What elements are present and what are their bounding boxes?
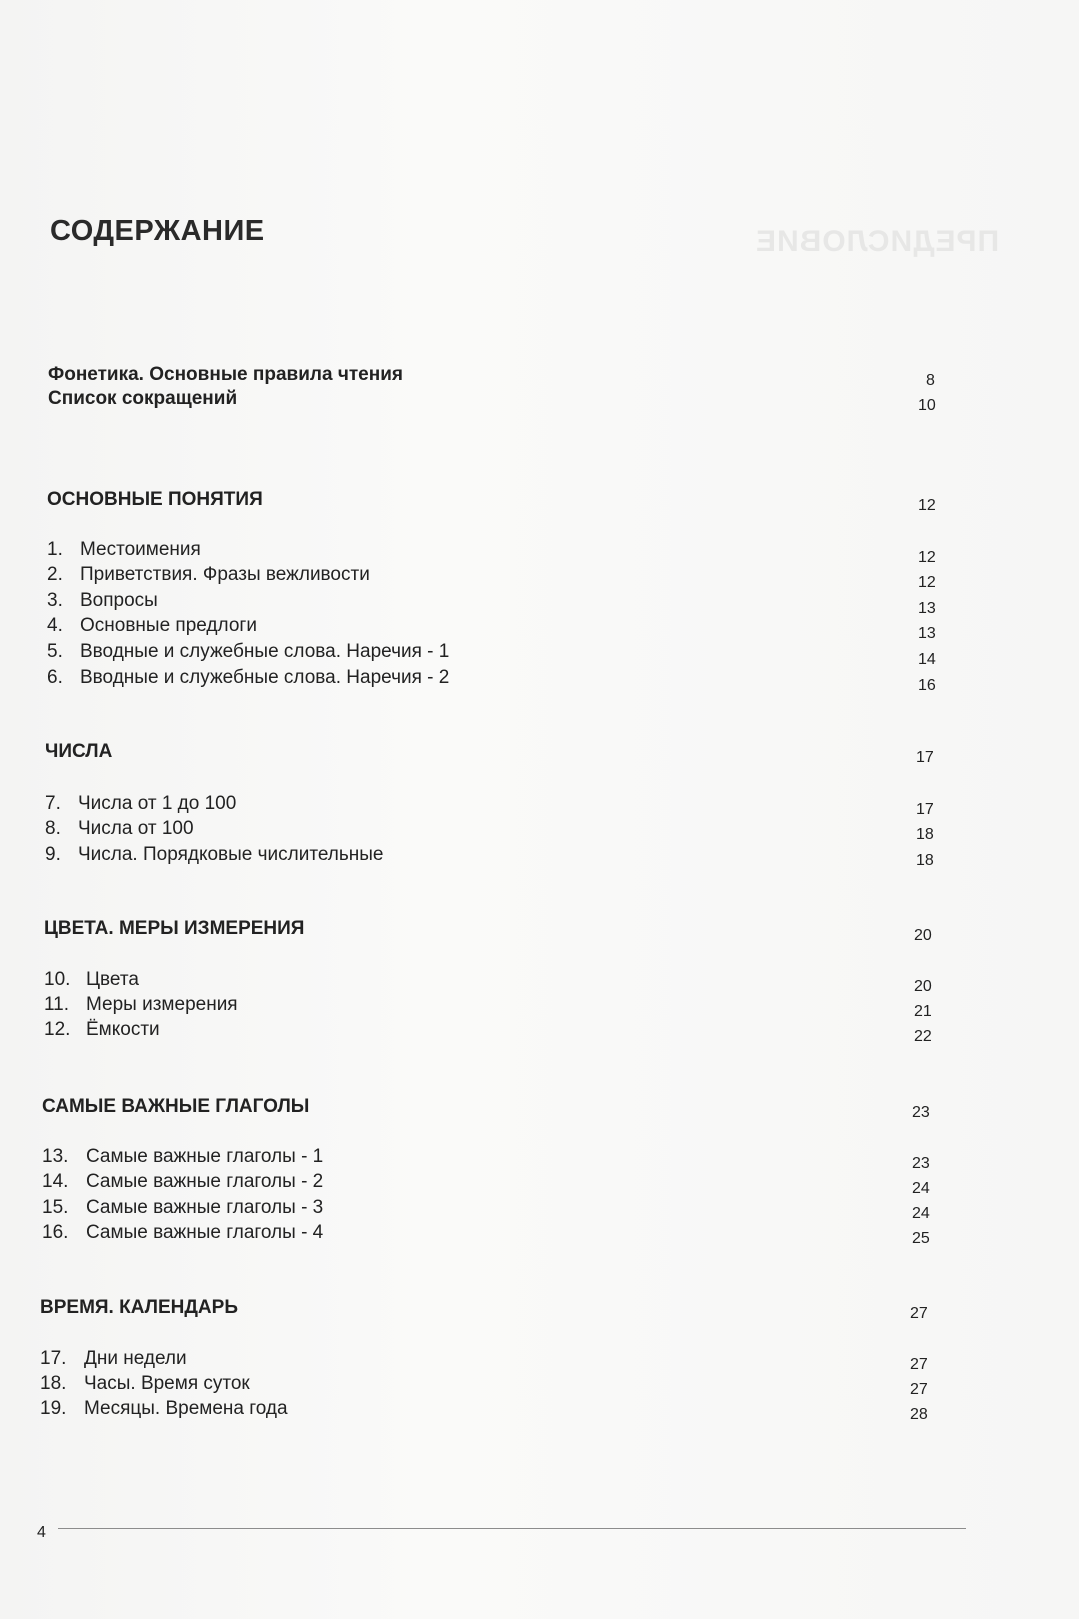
toc-item-page: 12 bbox=[918, 549, 936, 566]
toc-item: 11. Меры измерения bbox=[44, 994, 238, 1015]
toc-item-page: 24 bbox=[912, 1205, 930, 1222]
footer-page-number: 4 bbox=[37, 1524, 46, 1541]
section-heading: САМЫЕ ВАЖНЫЕ ГЛАГОЛЫ bbox=[42, 1096, 310, 1117]
section-page: 20 bbox=[914, 927, 932, 944]
toc-item: 8. Числа от 100 bbox=[45, 818, 194, 839]
toc-item-page: 13 bbox=[918, 600, 936, 617]
section-page: 23 bbox=[912, 1104, 930, 1121]
toc-item: 5. Вводные и служебные слова. Наречия - 1 bbox=[47, 641, 450, 662]
bleed-through-text: ПРЕДИСЛОВИЕ bbox=[754, 225, 999, 258]
toc-item: 19. Месяцы. Времена года bbox=[40, 1398, 288, 1419]
toc-item-page: 21 bbox=[914, 1003, 932, 1020]
toc-intro-label: Фонетика. Основные правила чтения bbox=[48, 364, 403, 385]
toc-intro-page: 10 bbox=[918, 397, 936, 414]
toc-item-page: 23 bbox=[912, 1155, 930, 1172]
toc-item-page: 22 bbox=[914, 1028, 932, 1045]
section-heading: ЦВЕТА. МЕРЫ ИЗМЕРЕНИЯ bbox=[44, 918, 305, 939]
toc-item: 9. Числа. Порядковые числительные bbox=[45, 844, 384, 865]
toc-item-page: 24 bbox=[912, 1180, 930, 1197]
toc-item-page: 25 bbox=[912, 1230, 930, 1247]
toc-item-page: 27 bbox=[910, 1381, 928, 1398]
section-page: 17 bbox=[916, 749, 934, 766]
toc-item: 12. Ёмкости bbox=[44, 1019, 160, 1040]
section-heading: ЧИСЛА bbox=[45, 741, 113, 762]
toc-item: 10. Цвета bbox=[44, 969, 139, 990]
footer-rule bbox=[58, 1528, 966, 1529]
toc-item: 7. Числа от 1 до 100 bbox=[45, 793, 237, 814]
toc-item-page: 27 bbox=[910, 1356, 928, 1373]
toc-item-page: 17 bbox=[916, 801, 934, 818]
toc-item-page: 12 bbox=[918, 574, 936, 591]
toc-item: 16. Самые важные глаголы - 4 bbox=[42, 1222, 324, 1243]
section-heading: ВРЕМЯ. КАЛЕНДАРЬ bbox=[40, 1297, 238, 1318]
toc-item-page: 18 bbox=[916, 852, 934, 869]
toc-intro-page: 8 bbox=[926, 372, 935, 389]
section-heading: ОСНОВНЫЕ ПОНЯТИЯ bbox=[47, 489, 263, 510]
page-title: СОДЕРЖАНИЕ bbox=[50, 215, 265, 247]
toc-item-page: 28 bbox=[910, 1406, 928, 1423]
toc-item-page: 13 bbox=[918, 625, 936, 642]
toc-item: 3. Вопросы bbox=[47, 590, 158, 611]
section-page: 12 bbox=[918, 497, 936, 514]
toc-item: 2. Приветствия. Фразы вежливости bbox=[47, 564, 370, 585]
toc-item: 6. Вводные и служебные слова. Наречия - 2 bbox=[47, 667, 450, 688]
toc-item: 14. Самые важные глаголы - 2 bbox=[42, 1171, 324, 1192]
toc-item: 1. Местоимения bbox=[47, 539, 201, 560]
toc-item: 15. Самые важные глаголы - 3 bbox=[42, 1197, 324, 1218]
toc-item: 4. Основные предлоги bbox=[47, 615, 257, 636]
toc-item-page: 20 bbox=[914, 978, 932, 995]
toc-item-page: 16 bbox=[918, 677, 936, 694]
toc-intro-label: Список сокращений bbox=[48, 388, 238, 409]
toc-item-page: 14 bbox=[918, 651, 936, 668]
toc-item-page: 18 bbox=[916, 826, 934, 843]
toc-item: 17. Дни недели bbox=[40, 1348, 187, 1369]
section-page: 27 bbox=[910, 1305, 928, 1322]
toc-item: 13. Самые важные глаголы - 1 bbox=[42, 1146, 324, 1167]
toc-item: 18. Часы. Время суток bbox=[40, 1373, 250, 1394]
